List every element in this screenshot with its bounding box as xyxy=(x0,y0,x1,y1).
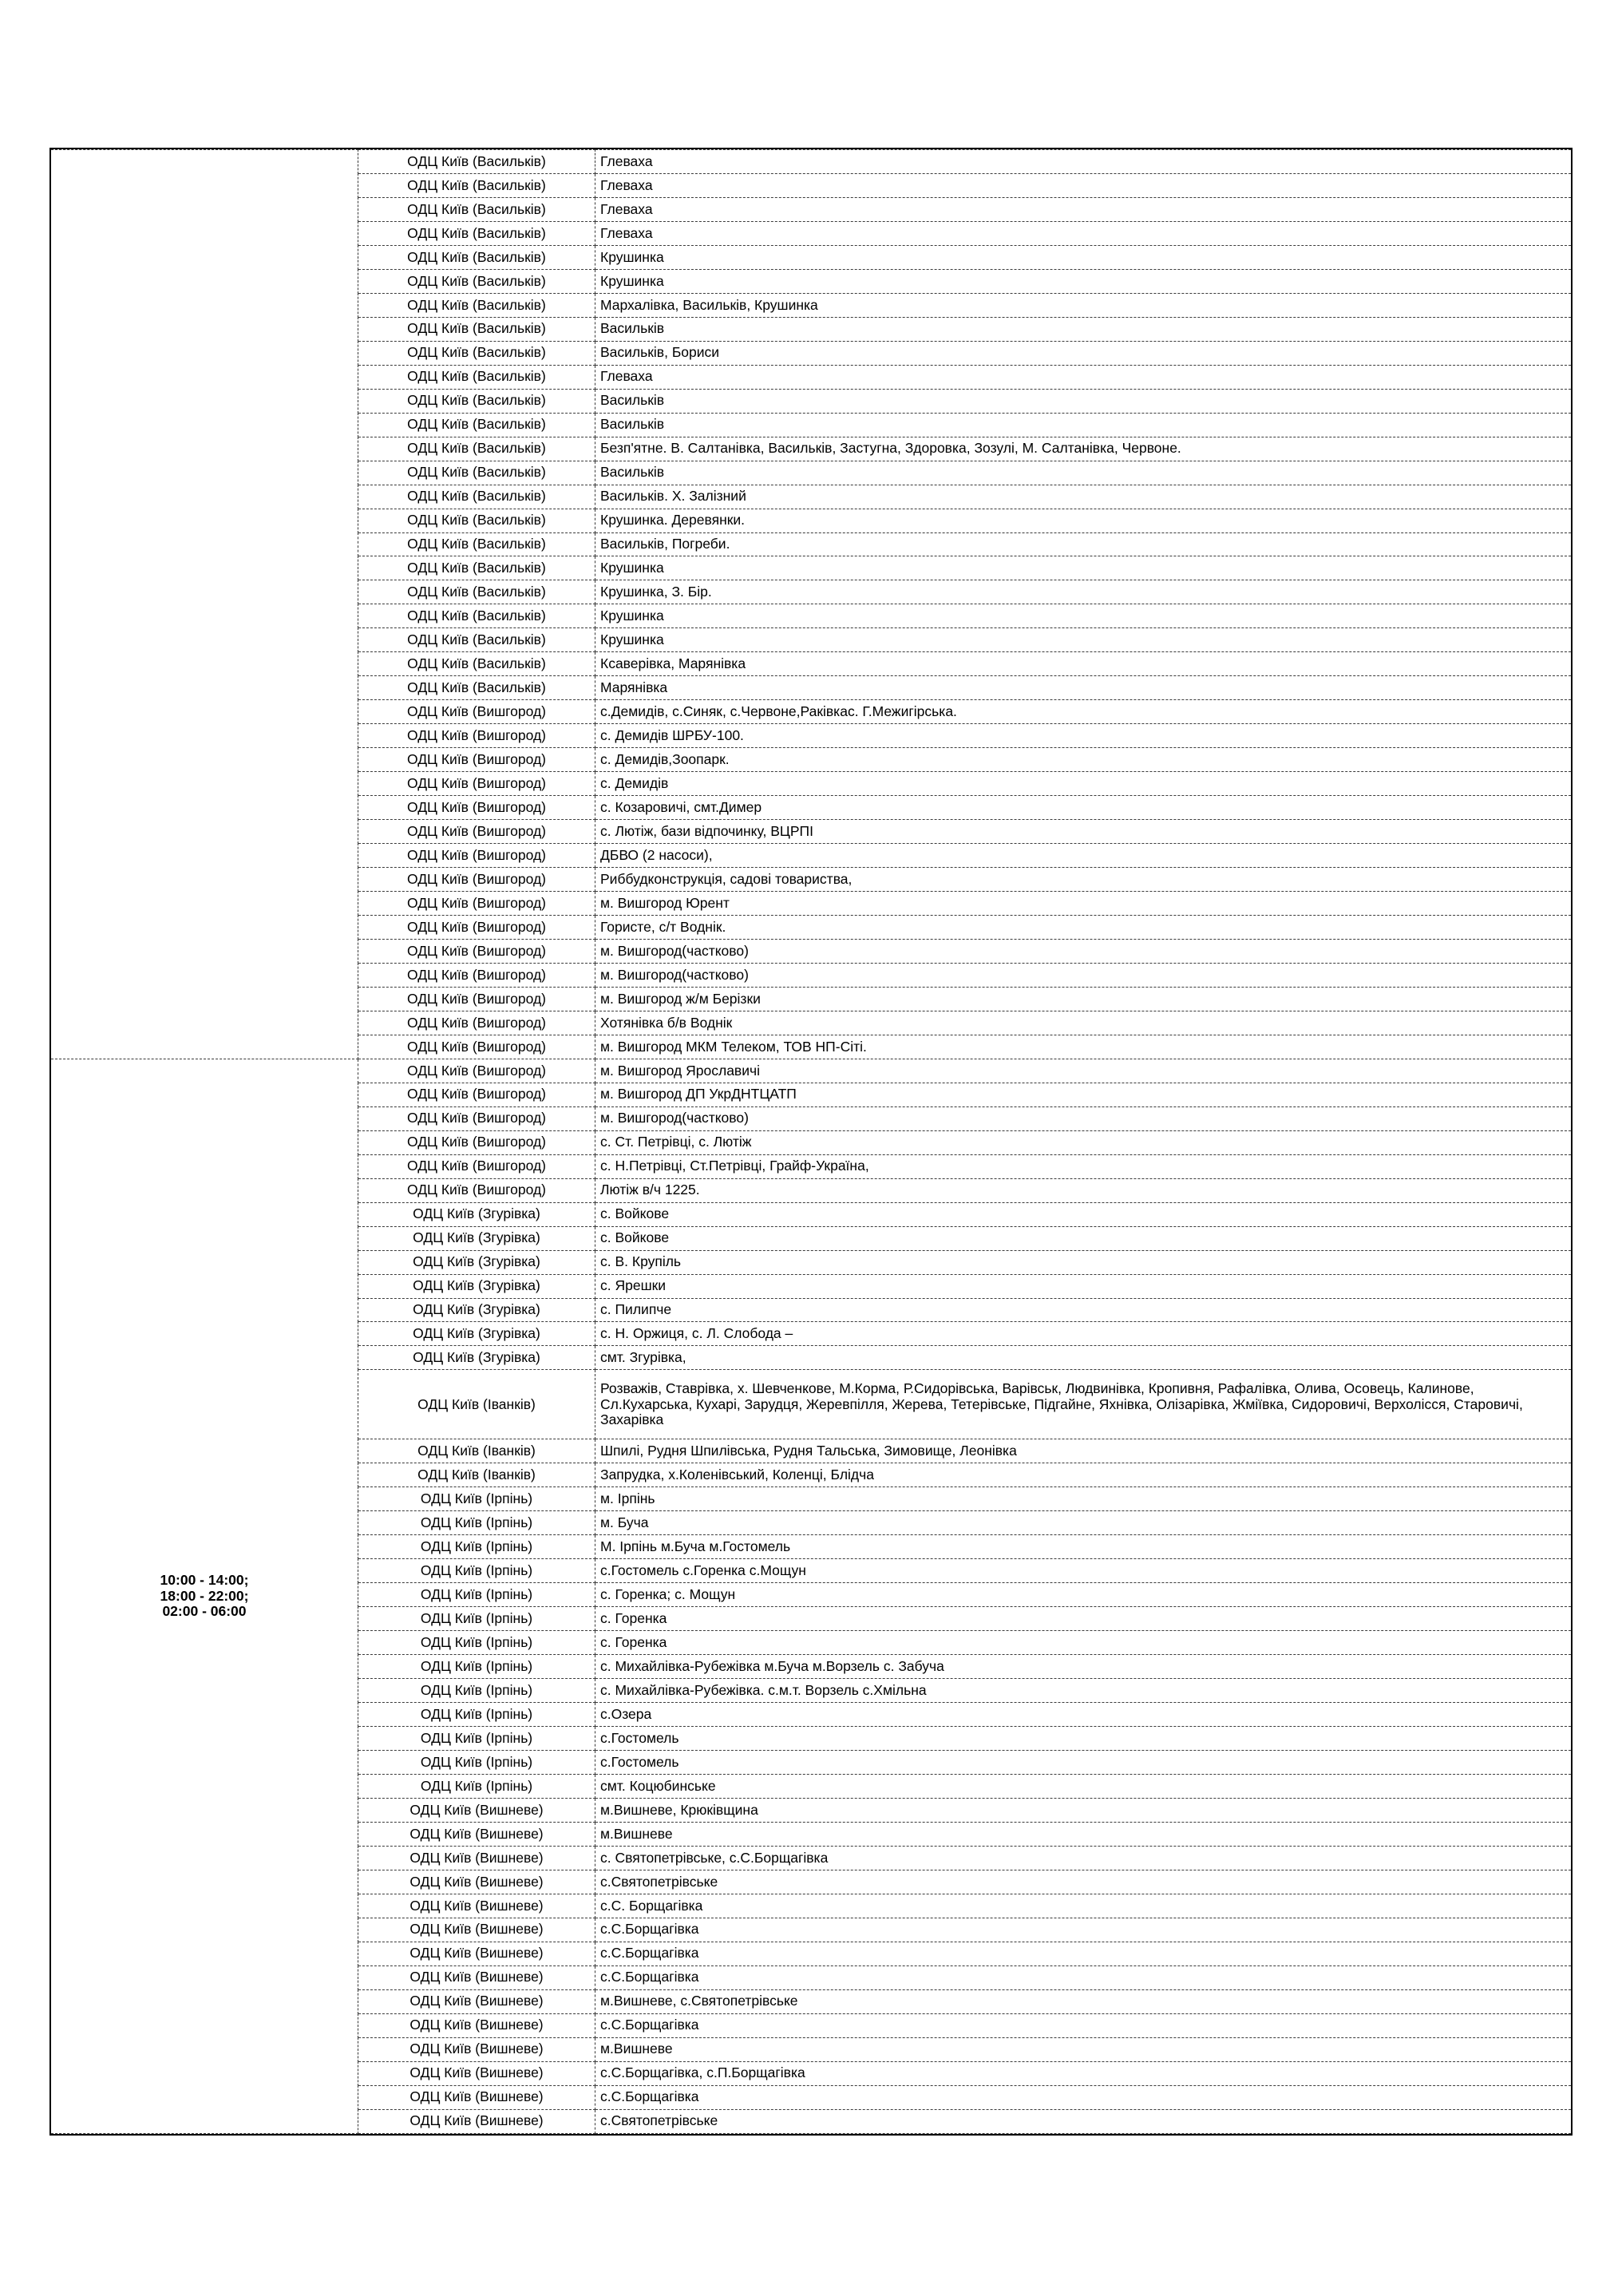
settlement-cell: с.Озера xyxy=(595,1703,1572,1727)
settlement-cell: с. Козаровичі, смт.Димер xyxy=(595,796,1572,820)
settlement-cell: с. Михайлівка-Рубежівка м.Буча м.Ворзель с. Забуча xyxy=(595,1655,1572,1679)
odc-cell: ОДЦ Київ (Вишгород) xyxy=(358,1154,595,1178)
odc-cell: ОДЦ Київ (Ірпінь) xyxy=(358,1511,595,1535)
settlement-cell: с.Святопетрівське xyxy=(595,1870,1572,1894)
settlement-cell: с.С.Борщагівка xyxy=(595,2085,1572,2109)
settlement-cell: Хотянівка б/в Воднік xyxy=(595,1011,1572,1035)
odc-cell: ОДЦ Київ (Вишневе) xyxy=(358,1798,595,1822)
odc-cell: ОДЦ Київ (Васильків) xyxy=(358,485,595,509)
settlement-cell: с. Н. Оржиця, с. Л. Слобода – xyxy=(595,1322,1572,1346)
settlement-cell: м. Вишгород(частково) xyxy=(595,939,1572,963)
odc-cell: ОДЦ Київ (Васильків) xyxy=(358,317,595,341)
settlement-cell: Васильків xyxy=(595,413,1572,437)
table-row xyxy=(51,1059,1571,1083)
odc-cell: ОДЦ Київ (Васильків) xyxy=(358,221,595,245)
settlement-cell: Ксаверівка, Марянівка xyxy=(595,652,1572,676)
settlement-cell: Шпилі, Рудня Шпилівська, Рудня Тальська, Зимовище, Леонівка xyxy=(595,1439,1572,1463)
odc-cell: ОДЦ Київ (Вишгород) xyxy=(358,820,595,844)
settlement-cell: с.С.Борщагівка xyxy=(595,2013,1572,2037)
odc-cell: ОДЦ Київ (Вишгород) xyxy=(358,1178,595,1202)
settlement-cell: с. Ст. Петрівці, с. Лютіж xyxy=(595,1130,1572,1154)
settlement-cell: с. Демидів xyxy=(595,772,1572,796)
odc-cell: ОДЦ Київ (Васильків) xyxy=(358,604,595,628)
settlement-cell: Крушинка xyxy=(595,556,1572,580)
odc-cell: ОДЦ Київ (Іванків) xyxy=(358,1370,595,1439)
settlement-cell: смт. Згурівка, xyxy=(595,1346,1572,1370)
settlement-cell: с.С. Борщагівка xyxy=(595,1894,1572,1918)
odc-cell: ОДЦ Київ (Ірпінь) xyxy=(358,1631,595,1655)
odc-cell: ОДЦ Київ (Васильків) xyxy=(358,365,595,389)
settlement-cell: Глеваха xyxy=(595,221,1572,245)
time-spacer-cell xyxy=(51,150,358,1059)
odc-cell: ОДЦ Київ (Вишневе) xyxy=(358,2037,595,2061)
odc-cell: ОДЦ Київ (Васильків) xyxy=(358,173,595,197)
settlement-cell: с.Гостомель xyxy=(595,1751,1572,1775)
table-row xyxy=(51,150,1571,174)
settlement-cell: Глеваха xyxy=(595,173,1572,197)
settlement-cell: м. Вишгород Ярославичі xyxy=(595,1059,1572,1083)
odc-cell: ОДЦ Київ (Згурівка) xyxy=(358,1202,595,1226)
settlement-cell: с.Демидів, с.Синяк, с.Червоне,Раківкас. Г.Межигірська. xyxy=(595,700,1572,724)
odc-cell: ОДЦ Київ (Васильків) xyxy=(358,197,595,221)
odc-cell: ОДЦ Київ (Ірпінь) xyxy=(358,1535,595,1559)
odc-cell: ОДЦ Київ (Ірпінь) xyxy=(358,1727,595,1751)
settlement-cell: Крушинка xyxy=(595,628,1572,652)
settlement-cell: с. Войкове xyxy=(595,1202,1572,1226)
settlement-cell: м. Вишгород МКМ Телеком, ТОВ НП-Сіті. xyxy=(595,1035,1572,1059)
odc-cell: ОДЦ Київ (Вишгород) xyxy=(358,844,595,868)
settlement-cell: с. Демидів ШРБУ-100. xyxy=(595,724,1572,748)
settlement-cell: с. Горенка xyxy=(595,1607,1572,1631)
odc-cell: ОДЦ Київ (Згурівка) xyxy=(358,1226,595,1250)
odc-cell: ОДЦ Київ (Згурівка) xyxy=(358,1274,595,1298)
odc-cell: ОДЦ Київ (Вишневе) xyxy=(358,1822,595,1846)
odc-cell: ОДЦ Київ (Вишневе) xyxy=(358,1846,595,1870)
settlement-cell: Мархалівка, Васильків, Крушинка xyxy=(595,293,1572,317)
odc-cell: ОДЦ Київ (Вишгород) xyxy=(358,1059,595,1083)
odc-cell: ОДЦ Київ (Вишневе) xyxy=(358,2085,595,2109)
odc-cell: ОДЦ Київ (Ірпінь) xyxy=(358,1559,595,1583)
settlement-cell: Глеваха xyxy=(595,197,1572,221)
settlement-cell: Запрудка, х.Коленівський, Коленці, Блідча xyxy=(595,1463,1572,1487)
odc-cell: ОДЦ Київ (Вишневе) xyxy=(358,1989,595,2013)
settlement-cell: м.Вишневе, с.Святопетрівське xyxy=(595,1989,1572,2013)
settlement-cell: м. Вишгород(частково) xyxy=(595,1106,1572,1130)
odc-cell: ОДЦ Київ (Вишгород) xyxy=(358,1011,595,1035)
odc-cell: ОДЦ Київ (Згурівка) xyxy=(358,1250,595,1274)
outage-schedule-table xyxy=(49,148,1573,2136)
odc-cell: ОДЦ Київ (Васильків) xyxy=(358,556,595,580)
odc-cell: ОДЦ Київ (Васильків) xyxy=(358,389,595,413)
odc-cell: ОДЦ Київ (Вишневе) xyxy=(358,1965,595,1989)
settlement-cell: Васильків, Бориси xyxy=(595,341,1572,365)
settlement-cell: с.С.Борщагівка xyxy=(595,1942,1572,1965)
settlement-cell: м.Вишневе xyxy=(595,2037,1572,2061)
schedule-grid xyxy=(51,149,1571,2134)
settlement-cell: Васильків. Х. Залізний xyxy=(595,485,1572,509)
settlement-cell: м.Вишневе xyxy=(595,1822,1572,1846)
settlement-cell: Крушинка xyxy=(595,269,1572,293)
odc-cell: ОДЦ Київ (Вишневе) xyxy=(358,1942,595,1965)
time-line: 18:00 - 22:00; xyxy=(160,1587,249,1604)
odc-cell: ОДЦ Київ (Васильків) xyxy=(358,628,595,652)
settlement-cell: смт. Коцюбинське xyxy=(595,1774,1572,1798)
settlement-cell: Крушинка xyxy=(595,604,1572,628)
odc-cell: ОДЦ Київ (Васильків) xyxy=(358,437,595,461)
settlement-cell: Васильків xyxy=(595,389,1572,413)
odc-cell: ОДЦ Київ (Вишгород) xyxy=(358,772,595,796)
settlement-cell: м. Вишгород ДП УкрДНТЦАТП xyxy=(595,1083,1572,1106)
odc-cell: ОДЦ Київ (Вишгород) xyxy=(358,892,595,916)
odc-cell: ОДЦ Київ (Вишневе) xyxy=(358,1918,595,1942)
settlement-cell: Васильків xyxy=(595,461,1572,485)
settlement-cell: м. Буча xyxy=(595,1511,1572,1535)
settlement-cell: Марянівка xyxy=(595,676,1572,700)
odc-cell: ОДЦ Київ (Вишгород) xyxy=(358,724,595,748)
odc-cell: ОДЦ Київ (Ірпінь) xyxy=(358,1487,595,1511)
settlement-cell: Розважів, Ставрівка, х. Шевченкове, М.Корма, Р.Сидорівська, Варівськ, Людвинівка, Кропивня, Рафалівка, Олива, Осовець, Калинове, Сл.Кухарська, Кухарі, Зарудця, Жеревпілля, Жерева, Тетерівське, Підгайне, Яхнівка, Олізарівка, Жміївка, Сидоровичі, Верхолісся, Старовичі, Захарівка xyxy=(595,1370,1572,1439)
schedule-grid-body xyxy=(51,150,1571,2134)
settlement-cell: Васильків xyxy=(595,317,1572,341)
time-line: 10:00 - 14:00; xyxy=(160,1572,249,1589)
odc-cell: ОДЦ Київ (Васильків) xyxy=(358,293,595,317)
odc-cell: ОДЦ Київ (Ірпінь) xyxy=(358,1607,595,1631)
odc-cell: ОДЦ Київ (Вишневе) xyxy=(358,2109,595,2133)
settlement-cell: Крушинка xyxy=(595,245,1572,269)
odc-cell: ОДЦ Київ (Вишневе) xyxy=(358,2013,595,2037)
settlement-cell: с. В. Крупіль xyxy=(595,1250,1572,1274)
odc-cell: ОДЦ Київ (Згурівка) xyxy=(358,1298,595,1322)
settlement-cell: м. Вишгород ж/м Берізки xyxy=(595,987,1572,1011)
odc-cell: ОДЦ Київ (Вишгород) xyxy=(358,1106,595,1130)
odc-cell: ОДЦ Київ (Вишгород) xyxy=(358,1130,595,1154)
settlement-cell: с. Н.Петрівці, Ст.Петрівці, Грайф-Україна, xyxy=(595,1154,1572,1178)
odc-cell: ОДЦ Київ (Вишневе) xyxy=(358,1894,595,1918)
odc-cell: ОДЦ Київ (Вишневе) xyxy=(358,2061,595,2085)
settlement-cell: м.Вишневе, Крюківщина xyxy=(595,1798,1572,1822)
settlement-cell: с. Лютіж, бази відпочинку, ВЦРПІ xyxy=(595,820,1572,844)
settlement-cell: М. Ірпінь м.Буча м.Гостомель xyxy=(595,1535,1572,1559)
settlement-cell: Глеваха xyxy=(595,365,1572,389)
odc-cell: ОДЦ Київ (Васильків) xyxy=(358,580,595,604)
settlement-cell: с. Войкове xyxy=(595,1226,1572,1250)
settlement-cell: с.С.Борщагівка xyxy=(595,1918,1572,1942)
odc-cell: ОДЦ Київ (Васильків) xyxy=(358,532,595,556)
odc-cell: ОДЦ Київ (Згурівка) xyxy=(358,1346,595,1370)
settlement-cell: Глеваха xyxy=(595,150,1572,174)
odc-cell: ОДЦ Київ (Вишгород) xyxy=(358,748,595,772)
odc-cell: ОДЦ Київ (Вишгород) xyxy=(358,796,595,820)
odc-cell: ОДЦ Київ (Вишгород) xyxy=(358,700,595,724)
odc-cell: ОДЦ Київ (Васильків) xyxy=(358,341,595,365)
settlement-cell: Крушинка. Деревянки. xyxy=(595,509,1572,532)
settlement-cell: с. Горенка xyxy=(595,1631,1572,1655)
odc-cell: ОДЦ Київ (Васильків) xyxy=(358,676,595,700)
settlement-cell: м. Ірпінь xyxy=(595,1487,1572,1511)
odc-cell: ОДЦ Київ (Ірпінь) xyxy=(358,1751,595,1775)
odc-cell: ОДЦ Київ (Ірпінь) xyxy=(358,1655,595,1679)
odc-cell: ОДЦ Київ (Ірпінь) xyxy=(358,1679,595,1703)
settlement-cell: Лютіж в/ч 1225. xyxy=(595,1178,1572,1202)
settlement-cell: ДБВО (2 насоси), xyxy=(595,844,1572,868)
odc-cell: ОДЦ Київ (Васильків) xyxy=(358,413,595,437)
settlement-cell: Безп'ятне. В. Салтанівка, Васильків, Застугна, Здоровка, Зозулі, М. Салтанівка, Червоне. xyxy=(595,437,1572,461)
settlement-cell: с.Святопетрівське xyxy=(595,2109,1572,2133)
odc-cell: ОДЦ Київ (Вишгород) xyxy=(358,987,595,1011)
odc-cell: ОДЦ Київ (Васильків) xyxy=(358,461,595,485)
settlement-cell: м. Вишгород(частково) xyxy=(595,963,1572,987)
odc-cell: ОДЦ Київ (Іванків) xyxy=(358,1463,595,1487)
time-line: 02:00 - 06:00 xyxy=(162,1603,247,1620)
settlement-cell: с.Гостомель с.Горенка с.Мощун xyxy=(595,1559,1572,1583)
settlement-cell: с. Михайлівка-Рубежівка. с.м.т. Ворзель с.Хмільна xyxy=(595,1679,1572,1703)
odc-cell: ОДЦ Київ (Вишгород) xyxy=(358,939,595,963)
odc-cell: ОДЦ Київ (Ірпінь) xyxy=(358,1583,595,1607)
odc-cell: ОДЦ Київ (Васильків) xyxy=(358,509,595,532)
odc-cell: ОДЦ Київ (Згурівка) xyxy=(358,1322,595,1346)
settlement-cell: Васильків, Погреби. xyxy=(595,532,1572,556)
settlement-cell: с. Ярешки xyxy=(595,1274,1572,1298)
outage-time-label xyxy=(51,1059,358,2133)
odc-cell: ОДЦ Київ (Ірпінь) xyxy=(358,1774,595,1798)
settlement-cell: с. Святопетрівське, с.С.Борщагівка xyxy=(595,1846,1572,1870)
settlement-cell: с.Гостомель xyxy=(595,1727,1572,1751)
odc-cell: ОДЦ Київ (Вишгород) xyxy=(358,868,595,892)
odc-cell: ОДЦ Київ (Ірпінь) xyxy=(358,1703,595,1727)
settlement-cell: с. Горенка; с. Мощун xyxy=(595,1583,1572,1607)
settlement-cell: с.С.Борщагівка, с.П.Борщагівка xyxy=(595,2061,1572,2085)
settlement-cell: Риббудконструкція, садові товариства, xyxy=(595,868,1572,892)
odc-cell: ОДЦ Київ (Вишгород) xyxy=(358,1083,595,1106)
odc-cell: ОДЦ Київ (Іванків) xyxy=(358,1439,595,1463)
odc-cell: ОДЦ Київ (Васильків) xyxy=(358,269,595,293)
settlement-cell: Гористе, с/т Воднік. xyxy=(595,916,1572,940)
odc-cell: ОДЦ Київ (Васильків) xyxy=(358,150,595,174)
odc-cell: ОДЦ Київ (Вишневе) xyxy=(358,1870,595,1894)
odc-cell: ОДЦ Київ (Васильків) xyxy=(358,652,595,676)
settlement-cell: Крушинка, З. Бір. xyxy=(595,580,1572,604)
odc-cell: ОДЦ Київ (Васильків) xyxy=(358,245,595,269)
settlement-cell: м. Вишгород Юрент xyxy=(595,892,1572,916)
odc-cell: ОДЦ Київ (Вишгород) xyxy=(358,963,595,987)
settlement-cell: с.С.Борщагівка xyxy=(595,1965,1572,1989)
settlement-cell: с. Пилипче xyxy=(595,1298,1572,1322)
odc-cell: ОДЦ Київ (Вишгород) xyxy=(358,1035,595,1059)
settlement-cell: с. Демидів,Зоопарк. xyxy=(595,748,1572,772)
odc-cell: ОДЦ Київ (Вишгород) xyxy=(358,916,595,940)
